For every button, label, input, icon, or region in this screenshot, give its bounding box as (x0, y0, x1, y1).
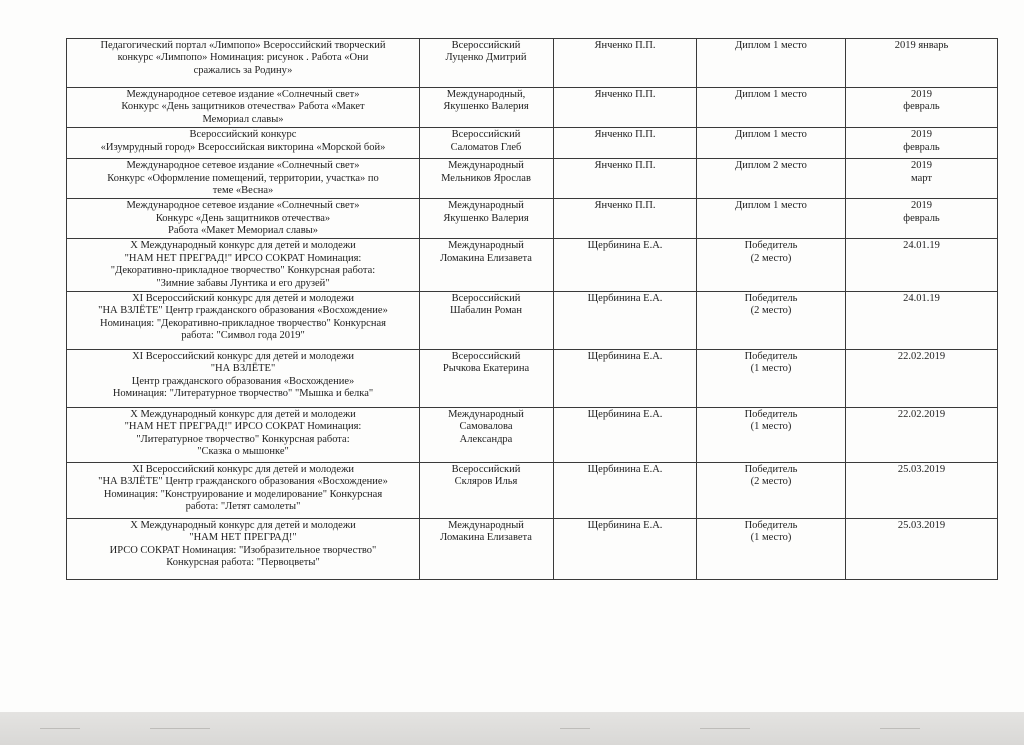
teacher-cell: Янченко П.П. (554, 199, 697, 239)
table-row (67, 407, 998, 462)
date-cell: 2019 февраль (846, 128, 998, 159)
date-cell: 22.02.2019 (846, 349, 998, 407)
level-participant-cell: Всероссийский Скляров Илья (420, 462, 554, 518)
result-cell: Победитель (2 место) (697, 462, 846, 518)
date-cell: 2019 февраль (846, 199, 998, 239)
table-row (67, 88, 998, 128)
result-cell: Диплом 1 место (697, 199, 846, 239)
date-cell: 2019 февраль (846, 88, 998, 128)
result-cell: Победитель (1 место) (697, 407, 846, 462)
level-participant-cell: Международный Мельников Ярослав (420, 159, 554, 199)
result-cell: Победитель (2 место) (697, 239, 846, 292)
level-participant-cell: Международный Самовалова Александра (420, 407, 554, 462)
table-row (67, 128, 998, 159)
event-cell: Международное сетевое издание «Солнечный свет» Конкурс «Оформление помещений, территории, участка» по теме «Весна» (67, 159, 420, 199)
level-participant-cell: Международный Якушенко Валерия (420, 199, 554, 239)
event-cell: Педагогический портал «Лимпопо» Всероссийский творческий конкурс «Лимпопо» Номинация: рисунок . Работа «Они сражались за Родину» (67, 39, 420, 88)
table-row (67, 239, 998, 292)
table-row (67, 291, 998, 349)
event-cell: X Международный конкурс для детей и молодежи "НАМ НЕТ ПРЕГРАД!" ИРСО СОКРАТ Номинация: "Изобразительное творчество" Конкурсная работа: "Первоцветы" (67, 518, 420, 579)
event-cell: XI Всероссийский конкурс для детей и молодежи "НА ВЗЛЁТЕ" Центр гражданского образования «Восхождение» Номинация: "Литературное творчество" "Мышка и белка" (67, 349, 420, 407)
event-cell: X Международный конкурс для детей и молодежи "НАМ НЕТ ПРЕГРАД!" ИРСО СОКРАТ Номинация: "Литературное творчество" Конкурсная работа: "Сказка о мышонке" (67, 407, 420, 462)
result-cell: Победитель (2 место) (697, 291, 846, 349)
teacher-cell: Янченко П.П. (554, 88, 697, 128)
teacher-cell: Янченко П.П. (554, 128, 697, 159)
table-row (67, 462, 998, 518)
event-cell: XI Всероссийский конкурс для детей и молодежи "НА ВЗЛЁТЕ" Центр гражданского образования «Восхождение» Номинация: "Декоративно-прикладное творчество" Конкурсная работа: "Символ года 2019" (67, 291, 420, 349)
teacher-cell: Щербинина Е.А. (554, 349, 697, 407)
event-cell: Международное сетевое издание «Солнечный свет» Конкурс «День защитников отечества» Работа «Макет Мемориал славы» (67, 88, 420, 128)
date-cell: 22.02.2019 (846, 407, 998, 462)
level-participant-cell: Международный, Якушенко Валерия (420, 88, 554, 128)
date-cell: 24.01.19 (846, 291, 998, 349)
teacher-cell: Щербинина Е.А. (554, 462, 697, 518)
table-row (67, 199, 998, 239)
teacher-cell: Щербинина Е.А. (554, 407, 697, 462)
event-cell: Всероссийский конкурс «Изумрудный город» Всероссийская викторина «Морской бой» (67, 128, 420, 159)
level-participant-cell: Международный Ломакина Елизавета (420, 239, 554, 292)
awards-table (66, 38, 998, 580)
result-cell: Диплом 1 место (697, 128, 846, 159)
teacher-cell: Щербинина Е.А. (554, 518, 697, 579)
level-participant-cell: Международный Ломакина Елизавета (420, 518, 554, 579)
result-cell: Победитель (1 место) (697, 349, 846, 407)
event-cell: XI Всероссийский конкурс для детей и молодежи "НА ВЗЛЁТЕ" Центр гражданского образования «Восхождение» Номинация: "Конструирование и моделирование" Конкурсная работа: "Летят самолеты" (67, 462, 420, 518)
scan-bottom-edge (0, 712, 1024, 745)
date-cell: 2019 март (846, 159, 998, 199)
table-row (67, 159, 998, 199)
level-participant-cell: Всероссийский Саломатов Глеб (420, 128, 554, 159)
result-cell: Диплом 1 место (697, 88, 846, 128)
date-cell: 25.03.2019 (846, 518, 998, 579)
result-cell: Победитель (1 место) (697, 518, 846, 579)
level-participant-cell: Всероссийский Луценко Дмитрий (420, 39, 554, 88)
teacher-cell: Янченко П.П. (554, 39, 697, 88)
date-cell: 24.01.19 (846, 239, 998, 292)
level-participant-cell: Всероссийский Рычкова Екатерина (420, 349, 554, 407)
result-cell: Диплом 1 место (697, 39, 846, 88)
date-cell: 2019 январь (846, 39, 998, 88)
level-participant-cell: Всероссийский Шабалин Роман (420, 291, 554, 349)
table-row (67, 518, 998, 579)
event-cell: X Международный конкурс для детей и молодежи "НАМ НЕТ ПРЕГРАД!" ИРСО СОКРАТ Номинация: "Декоративно-прикладное творчество" Конкурсная работа: "Зимние забавы Лунтика и его друзей" (67, 239, 420, 292)
table-row (67, 39, 998, 88)
teacher-cell: Щербинина Е.А. (554, 239, 697, 292)
teacher-cell: Щербинина Е.А. (554, 291, 697, 349)
event-cell: Международное сетевое издание «Солнечный свет» Конкурс «День защитников отечества» Работа «Макет Мемориал славы» (67, 199, 420, 239)
date-cell: 25.03.2019 (846, 462, 998, 518)
teacher-cell: Янченко П.П. (554, 159, 697, 199)
result-cell: Диплом 2 место (697, 159, 846, 199)
table-row (67, 349, 998, 407)
